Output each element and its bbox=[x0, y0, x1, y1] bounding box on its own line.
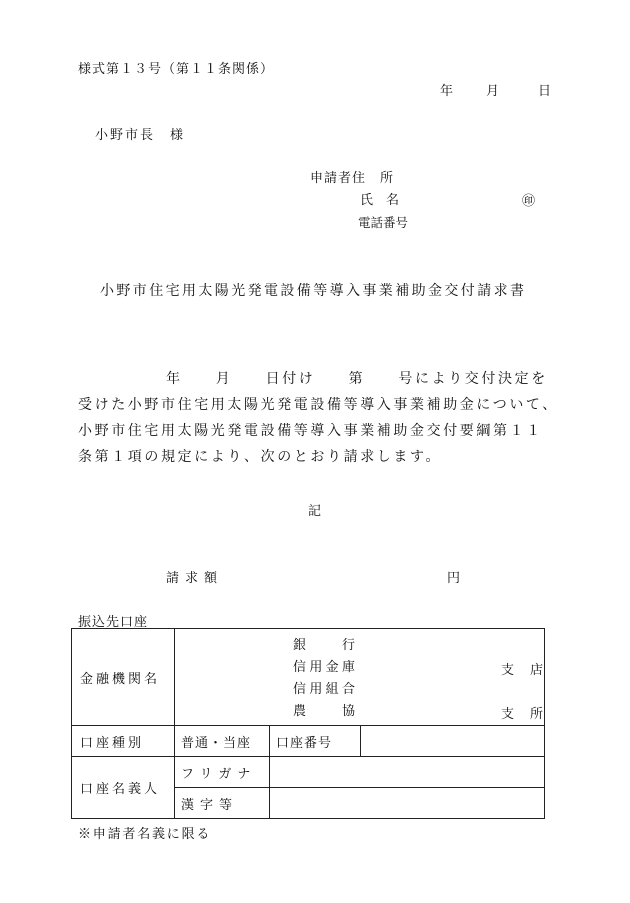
applicant-phone-label: 電話番号 bbox=[358, 215, 409, 230]
date-line bbox=[440, 80, 551, 99]
account-type-options[interactable]: 普通・当座 bbox=[175, 726, 270, 757]
furigana-label: フリガナ bbox=[175, 757, 270, 788]
branch-type-shisho: 支所 bbox=[501, 707, 543, 722]
branch-type-shiten: 支店 bbox=[501, 663, 543, 678]
applicant-name-label: 氏 名 bbox=[360, 193, 400, 208]
account-holder-label: 口座名義人 bbox=[72, 757, 175, 819]
applicant-block bbox=[310, 168, 408, 234]
date-day: 日 bbox=[538, 84, 552, 99]
branch-type-list bbox=[501, 649, 543, 737]
transfer-account-table bbox=[71, 628, 545, 819]
kanji-field[interactable] bbox=[270, 788, 545, 819]
body-line-4: 条第１項の規定により、次のとおり請求します。 bbox=[78, 449, 443, 465]
institution-field[interactable] bbox=[175, 629, 545, 726]
body-line-3: 小野市住宅用太陽光発電設備等導入事業補助金交付要綱第１１ bbox=[78, 423, 543, 439]
applicant-address-label: 申請者住 所 bbox=[310, 171, 395, 186]
institution-type-ja: 農協 bbox=[293, 704, 355, 719]
document-title: 小野市住宅用太陽光発電設備等導入事業補助金交付請求書 bbox=[100, 283, 527, 299]
kanji-label: 漢字等 bbox=[175, 788, 270, 819]
institution-type-credit-union: 信用組合 bbox=[293, 682, 355, 697]
institution-type-list bbox=[293, 635, 355, 723]
body-line-2: 受けた小野市住宅用太陽光発電設備等導入事業補助金について、 bbox=[78, 397, 559, 413]
date-month: 月 bbox=[486, 84, 500, 99]
institution-type-bank: 銀行 bbox=[293, 638, 355, 653]
account-type-label: 口座種別 bbox=[72, 726, 175, 757]
institution-type-shinkin: 信用金庫 bbox=[293, 660, 355, 675]
ki-heading: 記 bbox=[308, 504, 322, 519]
addressee: 小野市長 様 bbox=[95, 128, 186, 143]
institution-label: 金融機関名 bbox=[72, 629, 175, 726]
account-holder-note: ※申請者名義に限る bbox=[78, 827, 212, 842]
body-line-1: 年 月 日付け 第 号により交付決定を bbox=[166, 371, 548, 387]
seal-mark: ㊞ bbox=[522, 194, 536, 209]
body-paragraph bbox=[78, 366, 558, 470]
holder-furigana-row bbox=[72, 757, 545, 788]
claim-amount-unit: 円 bbox=[447, 571, 461, 586]
claim-amount-label: 請求額 bbox=[166, 571, 224, 586]
account-number-label: 口座番号 bbox=[270, 726, 361, 757]
form-number: 様式第１３号（第１１条関係） bbox=[78, 62, 275, 77]
furigana-field[interactable] bbox=[270, 757, 545, 788]
institution-row bbox=[72, 629, 545, 726]
transfer-account-heading: 振込先口座 bbox=[78, 615, 149, 630]
account-type-row bbox=[72, 726, 545, 757]
date-year: 年 bbox=[440, 84, 454, 99]
